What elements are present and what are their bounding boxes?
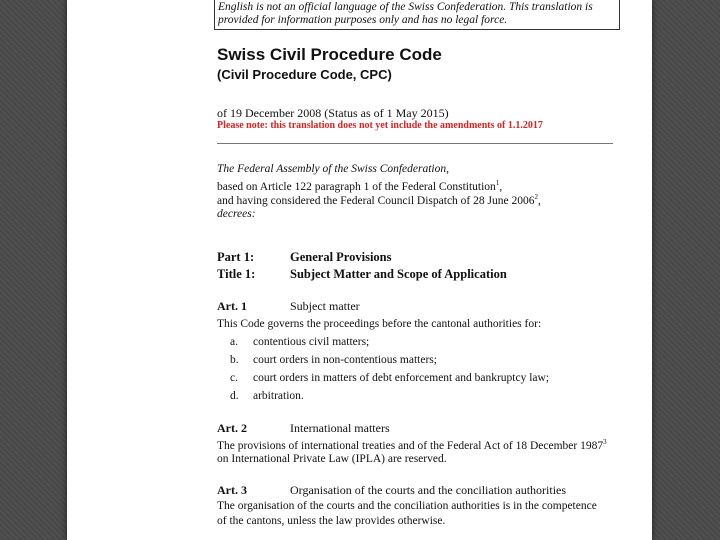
article-1-number: Art. 1 [217, 299, 247, 313]
list-item-letter: d. [230, 390, 239, 402]
date-line: of 19 December 2008 (Status as of 1 May 2015) [217, 106, 449, 120]
article-2-title: International matters [290, 421, 390, 435]
translation-notice: English is not an official language of the Swiss Confederation. This translation is provided for information purposes only and has no legal force. [214, 0, 620, 30]
article-1-intro: This Code governs the proceedings before the cantonal authorities for: [217, 318, 542, 330]
document-page [67, 0, 652, 540]
part-title: General Provisions [290, 250, 392, 264]
article-3-number: Art. 3 [217, 483, 247, 497]
list-item-letter: b. [230, 354, 239, 366]
preamble-line-3: and having considered the Federal Council Dispatch of 28 June 2006$^2$, [217, 193, 541, 207]
article-2-line-1: The provisions of international treaties and of the Federal Act of 18 December 1987$^3$ [217, 438, 607, 452]
document-title: Swiss Civil Procedure Code [217, 45, 442, 64]
article-1-title: Subject matter [290, 299, 360, 313]
document-subtitle: (Civil Procedure Code, CPC) [217, 67, 392, 82]
list-item-text: court orders in non-contentious matters; [253, 354, 437, 366]
preamble-line-1: The Federal Assembly of the Swiss Confederation, [217, 163, 450, 175]
part-label: Part 1: [217, 250, 255, 264]
list-item-text: court orders in matters of debt enforcement and bankruptcy law; [253, 372, 550, 384]
article-3-line-2: of the cantons, unless the law provides otherwise. [217, 515, 446, 527]
title-heading: Subject Matter and Scope of Application [290, 267, 507, 281]
article-3-title: Organisation of the courts and the conciliation authorities [290, 483, 567, 497]
preamble-line-2: based on Article 122 paragraph 1 of the Federal Constitution$^1$, [217, 179, 503, 193]
article-2-line-2: on International Private Law (IPLA) are reserved. [217, 453, 447, 465]
list-item-text: contentious civil matters; [253, 336, 370, 348]
list-item-letter: a. [230, 336, 238, 348]
amendment-warning: Please note: this translation does not yet include the amendments of 1.1.2017 [217, 120, 543, 131]
list-item-letter: c. [230, 372, 238, 384]
preamble-line-4: decrees: [217, 208, 256, 220]
divider [217, 143, 613, 144]
article-3-line-1: The organisation of the courts and the conciliation authorities is in the competence [217, 500, 597, 512]
title-label: Title 1: [217, 267, 256, 281]
list-item-text: arbitration. [253, 390, 304, 402]
article-2-number: Art. 2 [217, 421, 247, 435]
